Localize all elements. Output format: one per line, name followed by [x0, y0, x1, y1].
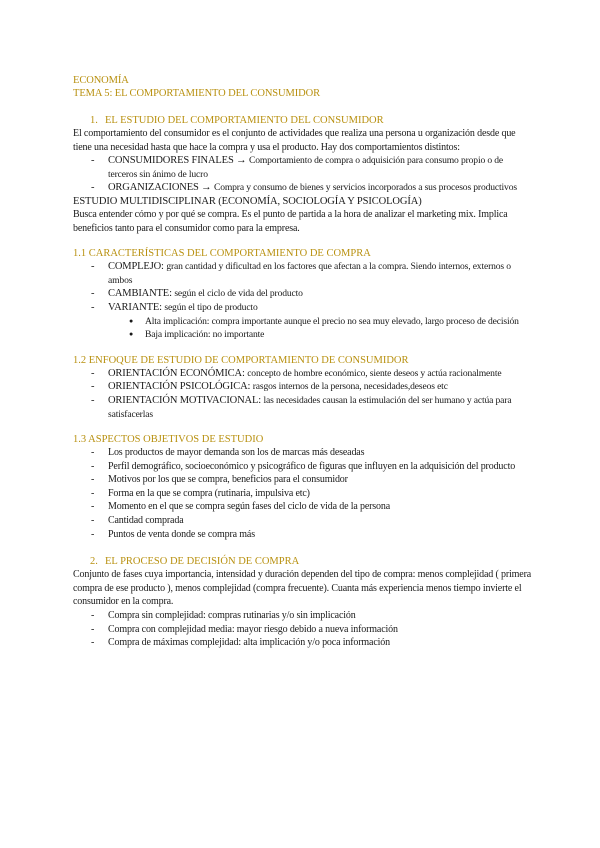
item-label: ORIENTACIÓN ECONÓMICA: — [108, 367, 248, 379]
list-item: - Puntos de venta donde se compra más — [73, 528, 533, 542]
implication-sublist — [73, 315, 533, 342]
section-1-2-heading: 1.2 ENFOQUE DE ESTUDIO DE COMPORTAMIENTO DE CONSUMIDOR — [73, 354, 409, 366]
section-2-title: EL PROCESO DE DECISIÓN DE COMPRA — [105, 556, 300, 568]
item-text: rasgos internos de la persona, necesidades,deseos etc — [252, 381, 448, 393]
characteristics-list — [73, 260, 533, 314]
list-item — [73, 301, 533, 315]
item-label: CAMBIANTE: — [108, 288, 175, 300]
item-label: COMPLEJO: — [108, 261, 167, 273]
list-item — [73, 367, 533, 381]
section-1-intro: El comportamiento del consumidor es el conjunto de actividades que realiza una persona u organización desde que tiene una necesidad hasta que hace la compra y usa el producto. Hay dos comportamientos distintos: — [73, 128, 516, 153]
item-label: VARIANTE: — [108, 301, 165, 313]
item-text: las necesidades causan la estimulación del ser humano y actúa para satisfacerlas — [108, 394, 512, 420]
item-label: CONSUMIDORES FINALES → — [108, 155, 249, 167]
list-item: - Cantidad comprada — [73, 514, 533, 528]
section-2-heading — [73, 555, 533, 568]
list-item: - Compra sin complejidad: compras rutinarias y/o sin implicación — [73, 609, 533, 623]
sub-list-item: ● Alta implicación: compra importante aunque el precio no sea muy elevado, largo proceso de decisión — [73, 315, 533, 329]
item-label: ORGANIZACIONES → — [108, 182, 214, 194]
section-2-intro: Conjunto de fases cuya importancia, intensidad y duración dependen del tipo de compra: menos complejidad ( primera compra de ese producto ), menos complejidad (compra frecuente). Cuanta más experiencia menos tiempo invierte el consumidor en la compra. — [73, 569, 532, 608]
multidisciplinary-text: Busca entender cómo y por qué se compra. Es el punto de partida a la hora de analizar el marketing mix. Implica beneficios tanto para el consumidor como para la empresa. — [73, 208, 508, 234]
item-text: Compra y consumo de bienes y servicios incorporados a sus procesos productivos — [213, 182, 517, 194]
orientation-list — [73, 367, 533, 421]
purchase-complexity-list — [73, 609, 533, 650]
section-2-number: 2. — [90, 556, 98, 568]
list-item: - Motivos por los que se compra, beneficios para el consumidor — [73, 473, 533, 487]
subject-title: ECONOMÍA — [73, 75, 129, 86]
item-label: ORIENTACIÓN PSICOLÓGICA: — [108, 381, 253, 393]
item-text: según el ciclo de vida del producto — [174, 288, 303, 300]
list-item: - Compra de máximas complejidad: alta implicación y/o poca información — [73, 636, 533, 650]
multidisciplinary-title: ESTUDIO MULTIDISCIPLINAR (ECONOMÍA, SOCIOLOGÍA Y PSICOLOGÍA) — [73, 195, 422, 207]
section-1-title: EL ESTUDIO DEL COMPORTAMIENTO DEL CONSUMIDOR — [105, 115, 384, 126]
item-text: según el tipo de producto — [164, 301, 258, 313]
list-item — [73, 260, 533, 287]
list-item: - Forma en la que se compra (rutinaria, impulsiva etc) — [73, 487, 533, 501]
list-item — [73, 380, 533, 394]
section-1-1-heading: 1.1 CARACTERÍSTICAS DEL COMPORTAMIENTO DE COMPRA — [73, 248, 371, 260]
item-text: gran cantidad y dificultad en los factores que afectan a la compra. Siendo internos, externos o ambos — [108, 261, 511, 286]
topic-title: TEMA 5: EL COMPORTAMIENTO DEL CONSUMIDOR — [73, 88, 321, 99]
list-item: - Perfil demográfico, socioeconómico y psicográfico de figuras que influyen en la adquisición del producto — [73, 460, 533, 474]
list-item: - Compra con complejidad media: mayor riesgo debido a nueva información — [73, 623, 533, 637]
list-item — [73, 394, 533, 421]
item-text: concepto de hombre económico, siente deseos y actúa racionalmente — [247, 367, 502, 379]
item-text: Comportamiento de compra o adquisición para consumo propio o de terceros sin ánimo de lucro — [108, 155, 504, 180]
list-item — [73, 287, 533, 301]
list-item — [73, 154, 533, 181]
consumer-types-list — [73, 154, 533, 195]
list-item — [73, 181, 533, 195]
list-item: - Momento en el que se compra según fases del ciclo de vida de la persona — [73, 500, 533, 514]
study-aspects-list — [73, 446, 533, 541]
sub-list-item: ● Baja implicación: no importante — [73, 328, 533, 342]
section-1-3-heading: 1.3 ASPECTOS OBJETIVOS DE ESTUDIO — [73, 434, 264, 446]
item-label: ORIENTACIÓN MOTIVACIONAL: — [108, 394, 264, 406]
list-item: - Los productos de mayor demanda son los de marcas más deseadas — [73, 446, 533, 460]
document-page — [73, 74, 533, 650]
section-1-heading — [73, 114, 533, 127]
section-1-number: 1. — [90, 115, 98, 126]
